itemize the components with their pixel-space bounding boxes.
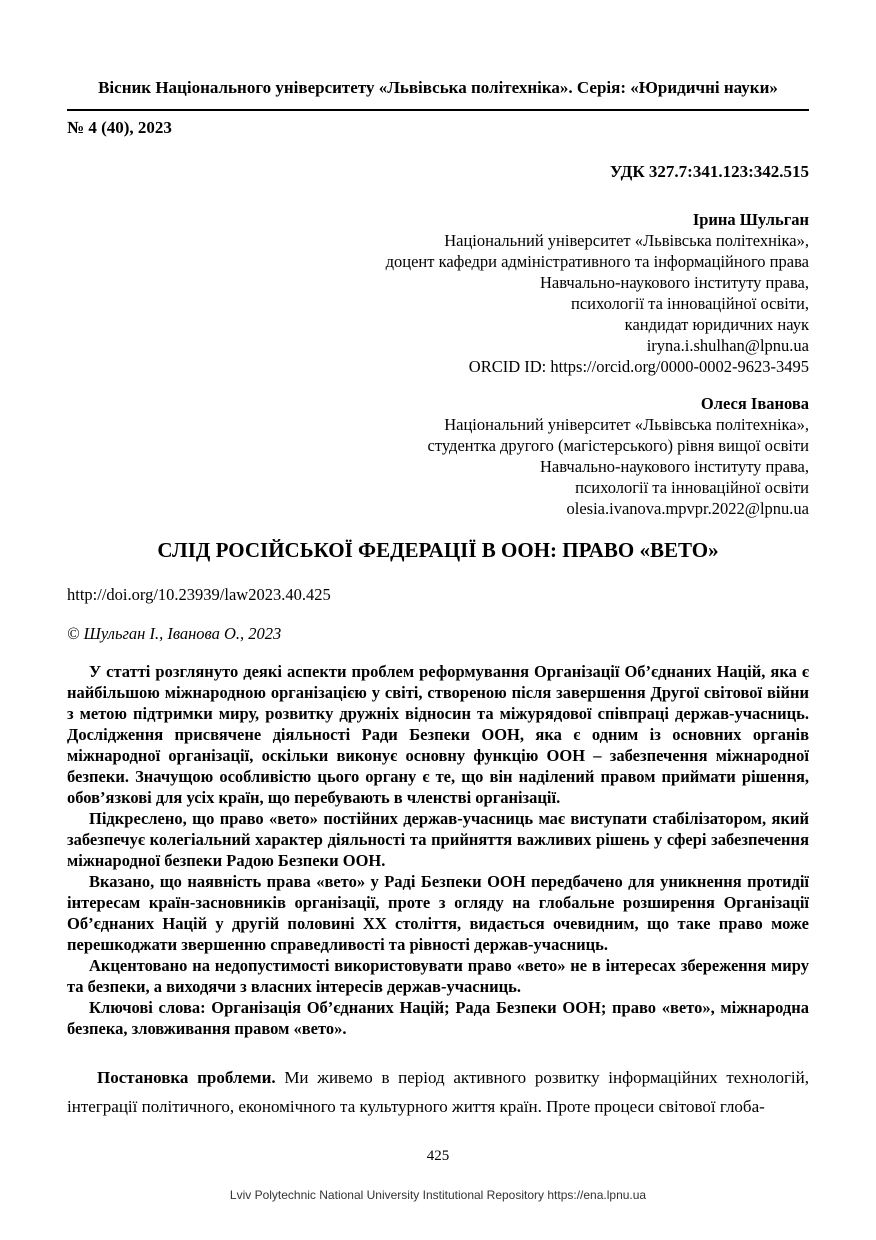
journal-issue: № 4 (40), 2023 xyxy=(67,118,172,137)
author-affiliation-line: доцент кафедри адміністративного та інформаційного права xyxy=(385,252,809,271)
keywords-paragraph: Ключові слова: Організація Об’єднаних Націй; Рада Безпеки ООН; право «вето», міжнародна безпека, зловживання правом «вето». xyxy=(67,998,809,1038)
author-block-shulhan xyxy=(67,209,809,377)
udk-code: УДК 327.7:341.123:342.515 xyxy=(609,162,809,181)
header-divider xyxy=(67,109,809,111)
author-degree-line: кандидат юридичних наук xyxy=(624,315,809,334)
author-affiliation-line: Національний університет «Львівська політехніка», xyxy=(444,231,809,250)
author-email: olesia.ivanova.mpvpr.2022@lpnu.ua xyxy=(566,499,809,518)
author-block-ivanova xyxy=(67,393,809,519)
section-heading: Постановка проблеми. xyxy=(97,1068,276,1087)
repository-footer: Lviv Polytechnic National University Institutional Repository https://ena.lpnu.ua xyxy=(229,1188,647,1202)
abstract-paragraph: Підкреслено, що право «вето» постійних держав-учасниць має виступати стабілізатором, який забезпечує колегіальний характер діяльності та прийняття важливих рішень у сфері забезпечення міжнародної безпеки Радою Безпеки ООН. xyxy=(67,809,809,870)
author-affiliation-line: психології та інноваційної освіти xyxy=(575,478,809,497)
abstract-paragraph: У статті розглянуто деякі аспекти проблем реформування Організації Об’єднаних Націй, яка є найбільшою міжнародною організацією у світі, створеною після завершення Другої світової війни з метою підтримки миру, розвитку дружніх відносин та міжурядової співпраці держав-учасниць. Дослідження присвячене діяльності Ради Безпеки ООН, яка є одним із основних органів міжнародної організації, оскільки виконує основну функцію ООН – забезпечення міжнародної безпеки. Значущою особливістю цього органу є те, що він наділений правом приймати рішення, обов’язкові для усіх країн, що перебувають в членстві організації. xyxy=(67,662,809,807)
author-email: iryna.i.shulhan@lpnu.ua xyxy=(646,336,809,355)
author-affiliation-line: Національний університет «Львівська політехніка», xyxy=(444,415,809,434)
author-orcid: ORCID ID: https://orcid.org/0000-0002-9623-3495 xyxy=(468,357,809,376)
author-name: Ірина Шульган xyxy=(692,210,809,229)
copyright-notice: © Шульган І., Іванова О., 2023 xyxy=(67,624,282,643)
author-name: Олеся Іванова xyxy=(700,394,809,413)
abstract-paragraph: Вказано, що наявність права «вето» у Раді Безпеки ООН передбачено для уникнення протидії інтересам країн-засновників організації, проте з огляду на глобальне розширення Організації Об’єднаних Націй у другій половині ХХ століття, видається очевидним, що таке право може перешкоджати звершенню справедливості та рівності держав-учасниць. xyxy=(67,872,809,954)
article-title: СЛІД РОСІЙСЬКОЇ ФЕДЕРАЦІЇ В ООН: ПРАВО «ВЕТО» xyxy=(157,538,719,562)
journal-header-title: Вісник Національного університету «Львівська політехніка». Серія: «Юридичні науки» xyxy=(98,78,778,97)
body-paragraph xyxy=(67,1063,809,1121)
abstract-paragraph: Акцентовано на недопустимості використовувати право «вето» не в інтересах збереження миру та безпеки, а виходячи з власних інтересів держав-учасниць. xyxy=(67,956,809,996)
page-number: 425 xyxy=(426,1148,450,1164)
author-affiliation-line: студентка другого (магістерського) рівня вищої освіти xyxy=(427,436,809,455)
author-affiliation-line: Навчально-наукового інституту права, xyxy=(540,273,809,292)
doi-link: http://doi.org/10.23939/law2023.40.425 xyxy=(67,585,331,604)
body-text: Ми живемо в період активного розвитку інформаційних технологій, інтеграції політичного, економічного та культурного життя країн. Проте процеси світової глоба- xyxy=(67,1068,809,1116)
author-affiliation-line: психології та інноваційної освіти, xyxy=(571,294,809,313)
abstract xyxy=(67,661,809,1039)
author-affiliation-line: Навчально-наукового інституту права, xyxy=(540,457,809,476)
